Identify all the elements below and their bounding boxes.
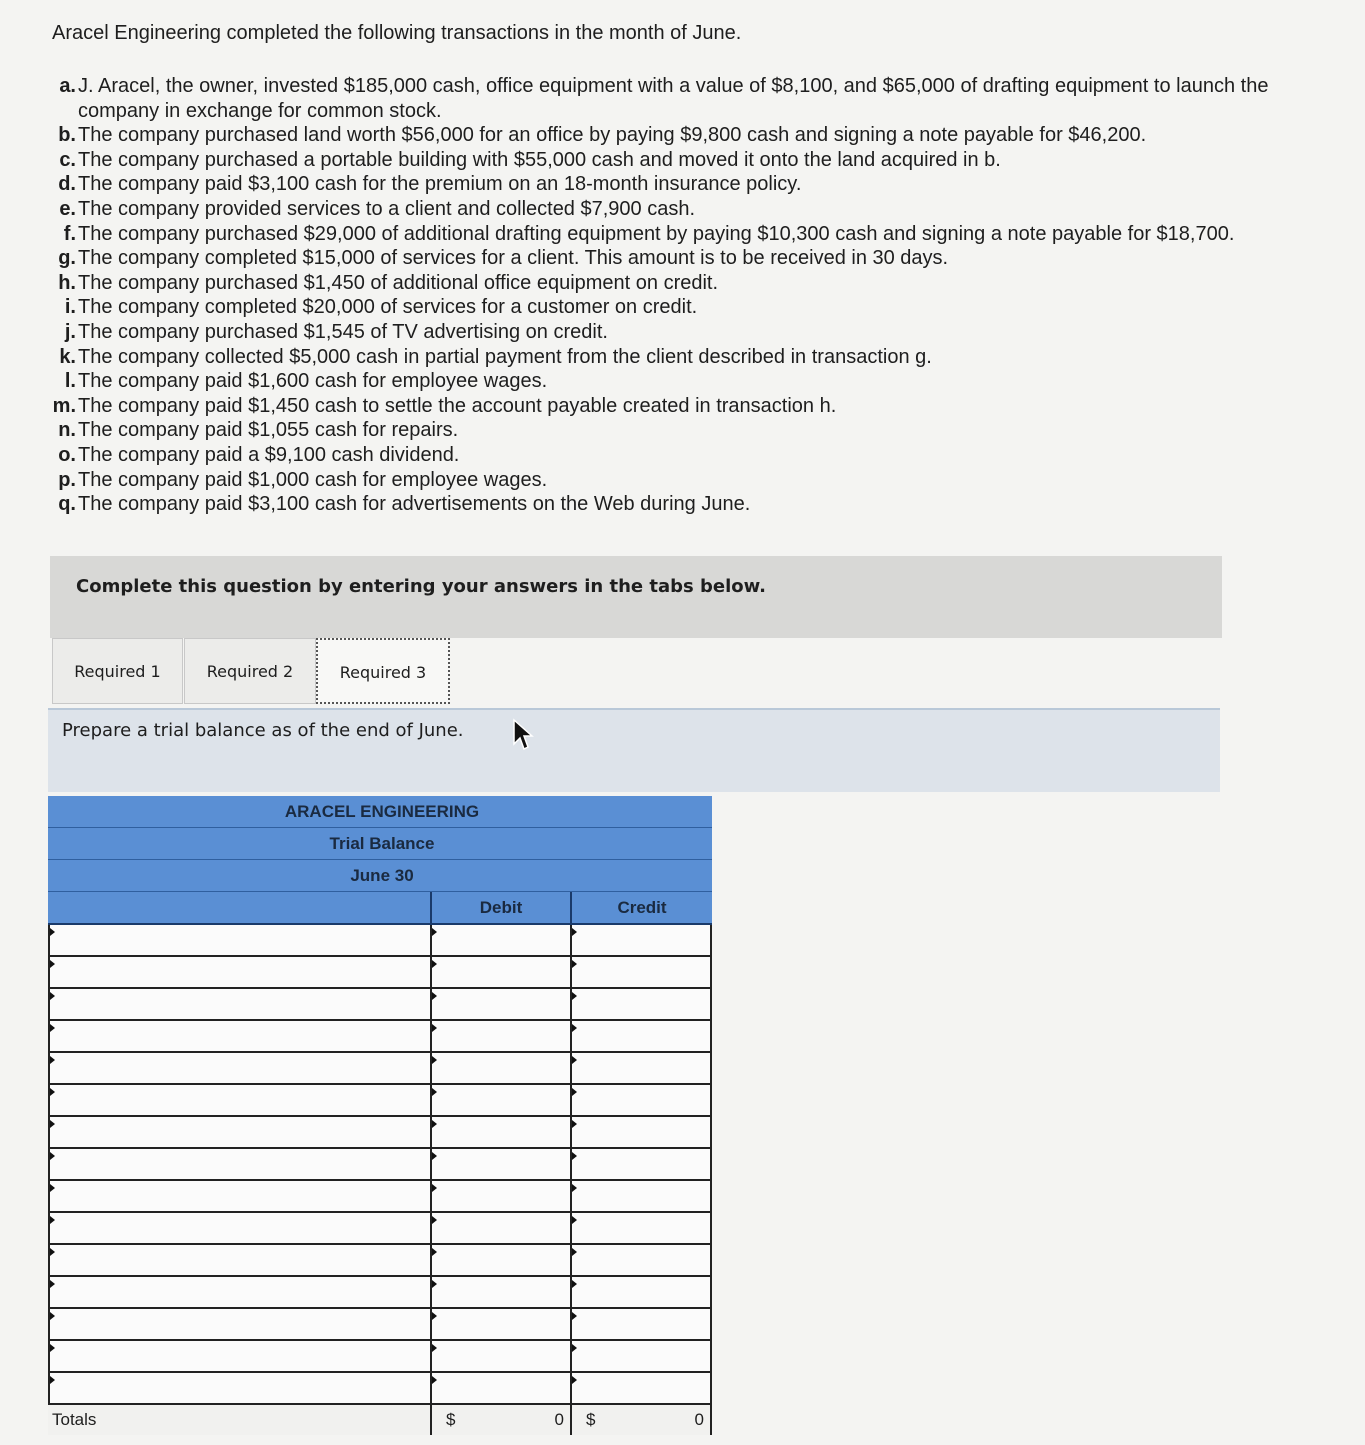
transaction-item (40, 246, 1340, 271)
tb-date: June 30 (350, 866, 414, 885)
credit-input[interactable] (572, 1053, 710, 1083)
tab-required-2[interactable]: Required 2 (184, 638, 316, 704)
transaction-item (40, 172, 1340, 197)
transaction-text: The company paid $1,600 cash for employee wages. (78, 370, 548, 393)
debit-input[interactable] (432, 989, 570, 1019)
table-row (48, 1245, 712, 1277)
instruction-text: Complete this question by entering your answers in the tabs below. (76, 576, 766, 597)
credit-currency: $ (586, 1410, 596, 1429)
credit-input-cell (572, 957, 712, 987)
account-select-cell (48, 1309, 432, 1339)
account-select-cell (48, 1213, 432, 1243)
credit-input[interactable] (572, 1085, 710, 1115)
tb-company-name: ARACEL ENGINEERING (284, 802, 480, 821)
credit-input[interactable] (572, 1245, 710, 1275)
transaction-text: The company purchased a portable building with $55,000 cash and moved it onto the land acquired in b. (78, 148, 1001, 171)
account-select-cell (48, 957, 432, 987)
table-row (48, 1053, 712, 1085)
credit-input-cell (572, 1341, 712, 1371)
transaction-letter: p. (58, 468, 76, 491)
account-select-cell (48, 1117, 432, 1147)
account-select[interactable] (50, 1213, 430, 1243)
transaction-text: The company paid $3,100 cash for the premium on an 18-month insurance policy. (78, 173, 802, 196)
col-debit-header: Debit (432, 892, 572, 923)
intro-text: Aracel Engineering completed the following transactions in the month of June. (52, 22, 742, 44)
transaction-letter: g. (58, 247, 76, 270)
debit-input[interactable] (432, 1117, 570, 1147)
tb-body (48, 925, 712, 1405)
account-select[interactable] (50, 1309, 430, 1339)
debit-input[interactable] (432, 957, 570, 987)
credit-input[interactable] (572, 1213, 710, 1243)
debit-input[interactable] (432, 1085, 570, 1115)
account-select-cell (48, 1085, 432, 1115)
credit-input-cell (572, 1117, 712, 1147)
transaction-letter: b. (58, 124, 76, 147)
tb-date-row (48, 860, 712, 892)
table-row (48, 957, 712, 989)
transaction-item (40, 148, 1340, 173)
transaction-letter: o. (58, 443, 76, 466)
credit-input-cell (572, 1181, 712, 1211)
table-row (48, 1373, 712, 1405)
account-select[interactable] (50, 1181, 430, 1211)
transaction-text: The company paid $1,055 cash for repairs. (78, 419, 459, 442)
table-row (48, 1181, 712, 1213)
account-select[interactable] (50, 1277, 430, 1307)
trial-balance-table (48, 796, 712, 1435)
credit-input[interactable] (572, 925, 710, 955)
account-select[interactable] (50, 1245, 430, 1275)
tb-column-header (48, 892, 712, 925)
account-select-cell (48, 1021, 432, 1051)
credit-input-cell (572, 1053, 712, 1083)
transaction-text: The company completed $20,000 of services for a customer on credit. (78, 296, 698, 319)
account-select-cell (48, 1277, 432, 1307)
prompt-panel (48, 708, 1220, 792)
account-select-cell (48, 1053, 432, 1083)
credit-total-cell (572, 1405, 712, 1435)
table-row (48, 1085, 712, 1117)
table-row (48, 1277, 712, 1309)
transaction-text: The company purchased $29,000 of additional drafting equipment by paying $10,300 cash and signing a note payable for $18,700. (78, 222, 1235, 245)
debit-input-cell (432, 1277, 572, 1307)
debit-input-cell (432, 1021, 572, 1051)
debit-input-cell (432, 1341, 572, 1371)
transaction-text: The company purchased $1,450 of additional office equipment on credit. (78, 271, 719, 294)
transaction-text: The company paid $3,100 cash for advertisements on the Web during June. (78, 493, 751, 516)
transaction-letter: l. (64, 370, 76, 393)
table-row (48, 1309, 712, 1341)
account-select-cell (48, 1245, 432, 1275)
table-row (48, 1117, 712, 1149)
credit-input[interactable] (572, 1021, 710, 1051)
credit-input[interactable] (572, 1181, 710, 1211)
debit-input-cell (432, 1117, 572, 1147)
account-select[interactable] (50, 925, 430, 955)
transaction-letter: c. (59, 148, 76, 171)
debit-input[interactable] (432, 1341, 570, 1371)
debit-input[interactable] (432, 1309, 570, 1339)
credit-input-cell (572, 1245, 712, 1275)
debit-input-cell (432, 957, 572, 987)
account-select-cell (48, 1149, 432, 1179)
transaction-text: The company completed $15,000 of services for a client. This amount is to be received in 30 days. (78, 247, 949, 270)
debit-input[interactable] (432, 1053, 570, 1083)
transaction-item (40, 74, 1340, 123)
table-row (48, 925, 712, 957)
transaction-text: The company purchased $1,545 of TV advertising on credit. (78, 320, 608, 343)
transaction-text: The company provided services to a client and collected $7,900 cash. (78, 197, 696, 220)
table-row (48, 1149, 712, 1181)
transaction-item (40, 197, 1340, 222)
transaction-letter: j. (64, 320, 76, 343)
transaction-text: The company collected $5,000 cash in partial payment from the client described in transaction g. (78, 345, 932, 368)
transaction-text: The company paid $1,000 cash for employee wages. (78, 468, 548, 491)
debit-input[interactable] (432, 1277, 570, 1307)
account-select[interactable] (50, 989, 430, 1019)
debit-total-cell (432, 1405, 572, 1435)
credit-input-cell (572, 925, 712, 955)
tb-totals-row (48, 1405, 712, 1435)
table-row (48, 1021, 712, 1053)
debit-input[interactable] (432, 1245, 570, 1275)
credit-input-cell (572, 989, 712, 1019)
transaction-letter: i. (64, 296, 76, 319)
transaction-item (40, 222, 1340, 247)
credit-input[interactable] (572, 1277, 710, 1307)
col-account-header (48, 892, 432, 923)
debit-input[interactable] (432, 1021, 570, 1051)
transaction-letter: n. (58, 419, 76, 442)
transaction-text: J. Aracel, the owner, invested $185,000 cash, office equipment with a value of $8,100, and $65,000 of drafting equipment to launch the company in exchange for common stock. (78, 75, 1269, 122)
credit-input-cell (572, 1213, 712, 1243)
account-select-cell (48, 925, 432, 955)
transaction-letter: m. (52, 394, 76, 417)
totals-label: Totals (48, 1405, 432, 1435)
debit-input-cell (432, 1181, 572, 1211)
account-select-cell (48, 1181, 432, 1211)
account-select[interactable] (50, 1021, 430, 1051)
transaction-item (40, 345, 1340, 370)
account-select[interactable] (50, 1085, 430, 1115)
table-row (48, 989, 712, 1021)
account-select[interactable] (50, 1149, 430, 1179)
transaction-letter: f. (63, 222, 76, 245)
transaction-item (40, 443, 1340, 468)
debit-currency: $ (446, 1410, 456, 1429)
account-select[interactable] (50, 957, 430, 987)
table-row (48, 1341, 712, 1373)
debit-input-cell (432, 1245, 572, 1275)
debit-input-cell (432, 1149, 572, 1179)
transaction-item (40, 320, 1340, 345)
debit-input[interactable] (432, 1149, 570, 1179)
debit-input[interactable] (432, 925, 570, 955)
transaction-text: The company paid a $9,100 cash dividend. (78, 443, 460, 466)
credit-input[interactable] (572, 957, 710, 987)
account-select-cell (48, 1373, 432, 1403)
debit-input-cell (432, 1213, 572, 1243)
credit-input[interactable] (572, 1341, 710, 1371)
transaction-letter: h. (58, 271, 76, 294)
table-row (48, 1213, 712, 1245)
debit-input-cell (432, 989, 572, 1019)
credit-input-cell (572, 1021, 712, 1051)
account-select[interactable] (50, 1373, 430, 1403)
credit-input[interactable] (572, 1309, 710, 1339)
account-select[interactable] (50, 1117, 430, 1147)
prompt-text: Prepare a trial balance as of the end of June. (62, 720, 464, 741)
mouse-cursor-icon (512, 718, 534, 752)
credit-input-cell (572, 1277, 712, 1307)
transaction-item (40, 369, 1340, 394)
col-credit-header: Credit (617, 898, 667, 917)
debit-input-cell (432, 1373, 572, 1403)
debit-input-cell (432, 1309, 572, 1339)
credit-total: 0 (694, 1410, 704, 1429)
transaction-item (40, 418, 1340, 443)
credit-input-cell (572, 1085, 712, 1115)
transaction-item (40, 123, 1340, 148)
debit-input-cell (432, 1085, 572, 1115)
instruction-banner (50, 556, 1222, 638)
tb-company-row (48, 796, 712, 828)
transaction-text: The company paid $1,450 cash to settle the account payable created in transaction h. (78, 394, 837, 417)
credit-input-cell (572, 1309, 712, 1339)
account-select[interactable] (50, 1053, 430, 1083)
debit-total: 0 (554, 1410, 564, 1429)
credit-input-cell (572, 1373, 712, 1403)
transaction-item (40, 271, 1340, 296)
transaction-text: The company purchased land worth $56,000 for an office by paying $9,800 cash and signing a note payable for $46,200. (78, 124, 1147, 147)
credit-input-cell (572, 1149, 712, 1179)
debit-input-cell (432, 1053, 572, 1083)
debit-input[interactable] (432, 1213, 570, 1243)
tab-required-1[interactable]: Required 1 (52, 638, 183, 704)
transaction-item (40, 394, 1340, 419)
credit-input[interactable] (572, 1149, 710, 1179)
transaction-item (40, 295, 1340, 320)
debit-input-cell (432, 925, 572, 955)
credit-input[interactable] (572, 989, 710, 1019)
debit-input[interactable] (432, 1373, 570, 1403)
transaction-list (40, 74, 1340, 517)
account-select[interactable] (50, 1341, 430, 1371)
tab-required-3[interactable]: Required 3 (316, 638, 450, 704)
transaction-letter: a. (59, 75, 76, 97)
credit-input[interactable] (572, 1117, 710, 1147)
transaction-letter: d. (58, 173, 76, 196)
account-select-cell (48, 1341, 432, 1371)
transaction-letter: k. (59, 345, 76, 368)
credit-input[interactable] (572, 1373, 710, 1403)
transaction-letter: q. (58, 493, 76, 516)
tb-title: Trial Balance (329, 834, 435, 853)
debit-input[interactable] (432, 1181, 570, 1211)
account-select-cell (48, 989, 432, 1019)
transaction-item (40, 492, 1340, 517)
transaction-letter: e. (59, 197, 76, 220)
tb-title-row (48, 828, 712, 860)
transaction-item (40, 468, 1340, 493)
